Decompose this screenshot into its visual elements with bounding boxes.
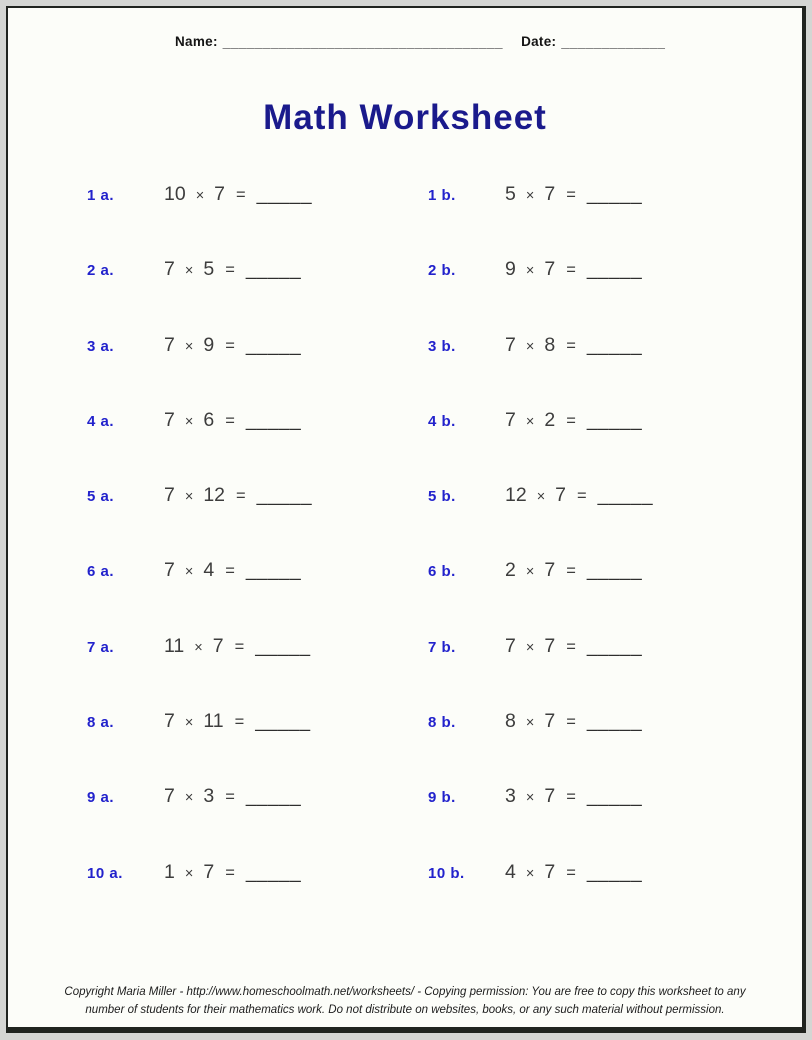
- factor-1: 10: [164, 183, 186, 205]
- factor-2: 7: [544, 860, 556, 883]
- problem-a: [87, 633, 428, 661]
- factor-2: 4: [203, 559, 215, 582]
- answer-blank: _____: [245, 560, 302, 582]
- factor-2: 7: [544, 258, 556, 281]
- problem-label: 8 a.: [87, 714, 115, 732]
- problem-expression: [164, 332, 301, 360]
- equals-sign: =: [236, 186, 246, 204]
- factor-2: 7: [544, 785, 556, 808]
- equals-sign: =: [566, 336, 576, 355]
- problem-row: [87, 407, 767, 482]
- date-label: Date:: [521, 34, 557, 49]
- problem-expression: [505, 256, 642, 284]
- multiply-sign: ×: [184, 413, 194, 430]
- equals-sign: =: [566, 562, 576, 581]
- factor-1: 12: [505, 484, 527, 507]
- problem-expression: [164, 783, 301, 811]
- equals-sign: =: [225, 788, 235, 807]
- problem-label: 3 b.: [428, 337, 456, 355]
- factor-2: 7: [544, 710, 556, 733]
- answer-blank: _____: [597, 485, 654, 507]
- problem-label: 4 b.: [428, 412, 456, 430]
- problem-b: [428, 708, 767, 736]
- equals-sign: =: [566, 637, 576, 656]
- equals-sign: =: [236, 487, 246, 506]
- problem-a: [87, 181, 428, 209]
- factor-1: 7: [164, 785, 175, 808]
- problem-label: 6 a.: [87, 563, 115, 581]
- factor-2: 6: [203, 408, 215, 431]
- problem-expression: [164, 407, 301, 435]
- factor-1: 11: [164, 634, 185, 657]
- factor-1: 9: [505, 258, 516, 281]
- problem-a: [87, 783, 428, 811]
- equals-sign: =: [225, 863, 235, 882]
- factor-1: 8: [505, 710, 516, 733]
- answer-blank: _____: [586, 635, 643, 657]
- equals-sign: =: [566, 713, 576, 732]
- problem-row: [87, 332, 767, 407]
- name-label: Name:: [175, 34, 218, 49]
- answer-blank: _____: [586, 334, 643, 356]
- name-date-row: [175, 34, 665, 49]
- answer-blank: _____: [586, 560, 643, 582]
- problem-a: [87, 482, 428, 510]
- problem-row: [87, 708, 767, 783]
- equals-sign: =: [225, 411, 235, 430]
- answer-blank: _____: [245, 409, 302, 431]
- problems-grid: [87, 181, 767, 934]
- problem-b: [428, 482, 767, 510]
- multiply-sign: ×: [525, 715, 535, 732]
- problem-b: [428, 633, 767, 661]
- equals-sign: =: [566, 863, 576, 882]
- multiply-sign: ×: [184, 865, 194, 882]
- multiply-sign: ×: [525, 413, 535, 430]
- equals-sign: =: [577, 487, 587, 506]
- date-blank-line: _____________: [561, 34, 666, 49]
- factor-2: 12: [203, 484, 226, 507]
- multiply-sign: ×: [525, 865, 535, 882]
- factor-2: 7: [544, 183, 556, 205]
- factor-2: 11: [203, 710, 224, 733]
- factor-1: 7: [164, 484, 175, 507]
- problem-b: [428, 256, 767, 284]
- answer-blank: _____: [586, 409, 643, 431]
- answer-blank: _____: [586, 184, 643, 205]
- multiply-sign: ×: [525, 564, 535, 581]
- multiply-sign: ×: [525, 188, 535, 204]
- problem-expression: [164, 482, 312, 510]
- problem-label: 7 a.: [87, 638, 115, 656]
- factor-1: 7: [505, 408, 516, 431]
- factor-2: 7: [203, 860, 215, 883]
- problem-label: 3 a.: [87, 337, 115, 355]
- footer-line-1: Copyright Maria Miller - http://www.homeschoolmath.net/worksheets/ - Copying permission: You are free to copy this worksheet to any: [64, 986, 746, 998]
- problem-label: 2 b.: [428, 262, 456, 280]
- multiply-sign: ×: [525, 338, 535, 355]
- name-blank-line: ___________________________________: [222, 34, 504, 49]
- equals-sign: =: [225, 562, 235, 581]
- problem-expression: [505, 181, 642, 209]
- problem-label: 9 a.: [87, 789, 115, 807]
- problem-label: 5 b.: [428, 488, 456, 506]
- factor-1: 7: [164, 559, 175, 582]
- answer-blank: _____: [255, 635, 311, 657]
- multiply-sign: ×: [525, 639, 535, 656]
- problem-a: [87, 557, 428, 585]
- equals-sign: =: [566, 788, 576, 807]
- problem-b: [428, 859, 767, 887]
- factor-1: 7: [164, 258, 175, 281]
- problem-row: [87, 256, 767, 331]
- problem-a: [87, 256, 428, 284]
- problem-expression: [505, 783, 642, 811]
- problem-b: [428, 407, 767, 435]
- problem-expression: [505, 633, 642, 661]
- multiply-sign: ×: [194, 639, 203, 656]
- problem-label: 6 b.: [428, 563, 456, 581]
- factor-1: 7: [505, 634, 516, 657]
- answer-blank: _____: [245, 786, 302, 808]
- factor-2: 7: [555, 484, 567, 507]
- factor-1: 7: [164, 710, 175, 733]
- footer-line-2: number of students for their mathematics work. Do not distribute on websites, books, or any such material without permission.: [85, 1004, 725, 1016]
- multiply-sign: ×: [184, 489, 194, 506]
- problem-expression: [505, 859, 642, 887]
- factor-2: 7: [212, 634, 224, 657]
- problem-expression: [505, 482, 653, 510]
- equals-sign: =: [566, 261, 576, 280]
- problem-expression: [505, 708, 642, 736]
- factor-2: 2: [544, 408, 556, 431]
- problem-a: [87, 708, 428, 736]
- equals-sign: =: [566, 186, 576, 204]
- answer-blank: _____: [586, 786, 643, 808]
- multiply-sign: ×: [195, 188, 205, 204]
- answer-blank: _____: [245, 259, 302, 281]
- factor-1: 5: [505, 183, 516, 205]
- multiply-sign: ×: [184, 715, 194, 732]
- problem-b: [428, 181, 767, 209]
- footer-copyright: [8, 983, 802, 1019]
- problem-expression: [164, 181, 312, 209]
- problem-expression: [505, 407, 642, 435]
- worksheet-title: Math Worksheet: [263, 98, 547, 137]
- worksheet-page: [6, 6, 806, 1033]
- problem-label: 2 a.: [87, 262, 115, 280]
- equals-sign: =: [566, 411, 576, 430]
- problem-label: 7 b.: [428, 638, 456, 656]
- multiply-sign: ×: [184, 263, 194, 280]
- factor-2: 3: [203, 785, 215, 808]
- equals-sign: =: [234, 713, 245, 732]
- answer-blank: _____: [256, 184, 313, 205]
- multiply-sign: ×: [184, 790, 194, 807]
- problem-expression: [164, 633, 311, 661]
- factor-2: 7: [544, 559, 556, 582]
- factor-2: 8: [544, 333, 556, 356]
- problem-row: [87, 181, 767, 256]
- factor-1: 4: [505, 860, 516, 883]
- answer-blank: _____: [255, 711, 311, 733]
- problem-label: 4 a.: [87, 412, 115, 430]
- problem-expression: [164, 708, 311, 736]
- problem-row: [87, 482, 767, 557]
- answer-blank: _____: [586, 711, 643, 733]
- factor-1: 7: [164, 408, 175, 431]
- problem-row: [87, 633, 767, 708]
- multiply-sign: ×: [536, 489, 546, 506]
- problem-expression: [505, 332, 642, 360]
- problem-row: [87, 859, 767, 934]
- answer-blank: _____: [586, 259, 643, 281]
- factor-1: 7: [505, 333, 516, 356]
- equals-sign: =: [234, 637, 245, 656]
- problem-a: [87, 407, 428, 435]
- problem-b: [428, 332, 767, 360]
- problem-row: [87, 557, 767, 632]
- answer-blank: _____: [245, 334, 302, 356]
- problem-row: [87, 783, 767, 858]
- answer-blank: _____: [245, 861, 302, 883]
- equals-sign: =: [225, 261, 235, 280]
- factor-2: 9: [203, 333, 215, 356]
- problem-label: 5 a.: [87, 488, 115, 506]
- problem-b: [428, 783, 767, 811]
- factor-2: 7: [214, 183, 226, 205]
- problem-label: 1 a.: [87, 187, 115, 204]
- problem-expression: [164, 557, 301, 585]
- multiply-sign: ×: [184, 564, 194, 581]
- factor-2: 5: [203, 258, 215, 281]
- problem-expression: [164, 256, 301, 284]
- multiply-sign: ×: [525, 790, 535, 807]
- multiply-sign: ×: [184, 338, 194, 355]
- answer-blank: _____: [586, 861, 643, 883]
- factor-2: 7: [544, 634, 556, 657]
- factor-1: 3: [505, 785, 516, 808]
- problem-label: 1 b.: [428, 187, 456, 204]
- problem-b: [428, 557, 767, 585]
- equals-sign: =: [225, 336, 235, 355]
- problem-expression: [505, 557, 642, 585]
- problem-label: 9 b.: [428, 789, 456, 807]
- problem-label: 10 a.: [87, 864, 123, 882]
- problem-label: 8 b.: [428, 714, 456, 732]
- problem-expression: [164, 859, 301, 887]
- problem-a: [87, 332, 428, 360]
- multiply-sign: ×: [525, 263, 535, 280]
- problem-label: 10 b.: [428, 864, 465, 882]
- problem-a: [87, 859, 428, 887]
- factor-1: 2: [505, 559, 516, 582]
- factor-1: 1: [164, 860, 175, 883]
- answer-blank: _____: [256, 485, 313, 507]
- factor-1: 7: [164, 333, 175, 356]
